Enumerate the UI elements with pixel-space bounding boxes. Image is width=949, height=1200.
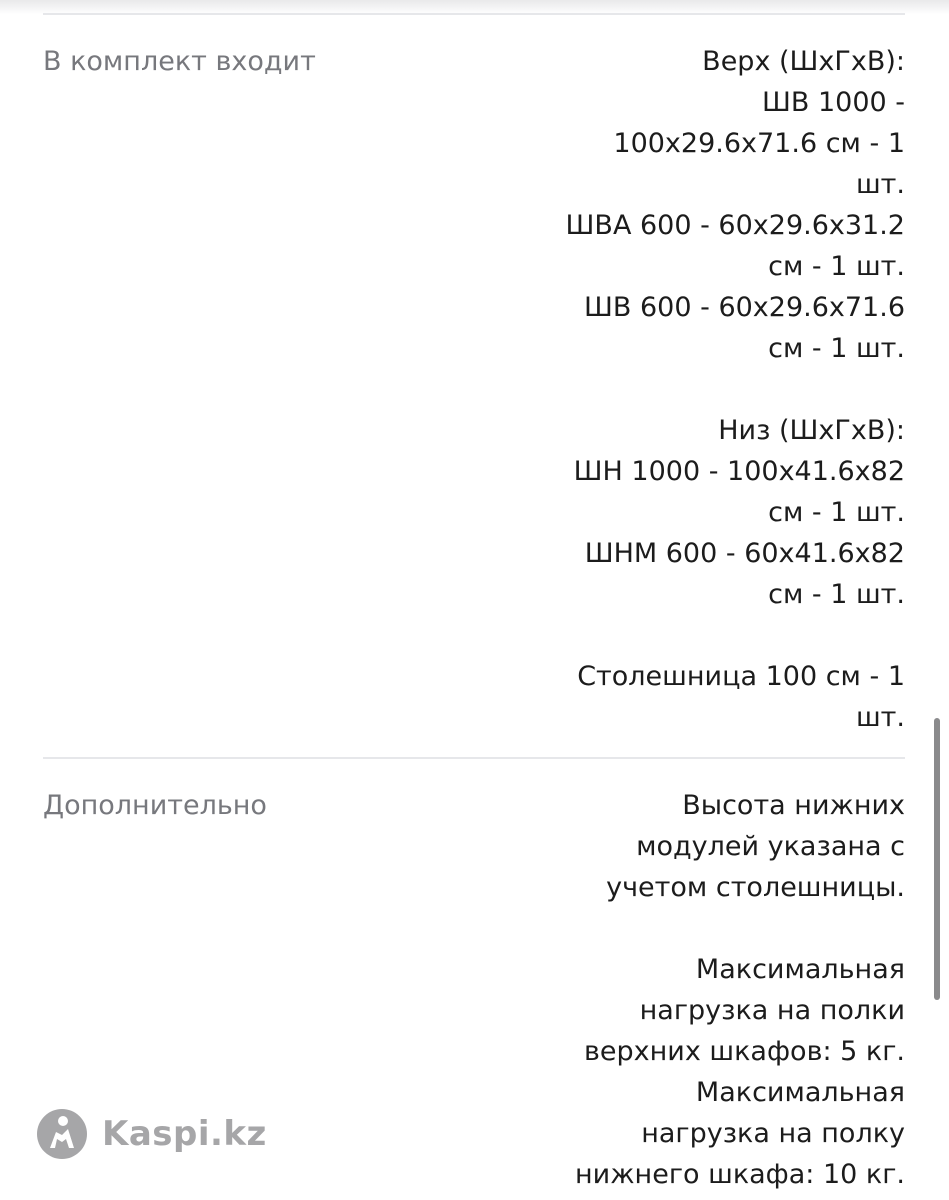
top-shadow [0, 0, 949, 14]
value-line: ШВ 1000 - [761, 87, 905, 118]
value-line: Высота нижних [682, 790, 905, 821]
spec-value-kit [505, 41, 905, 738]
value-line: шт. [855, 169, 905, 200]
value-line: нагрузка на полку [641, 1118, 905, 1149]
value-line: 100x29.6x71.6 см - 1 [613, 128, 905, 159]
value-line: см - 1 шт. [768, 579, 905, 610]
value-line: см - 1 шт. [768, 333, 905, 364]
value-gap [505, 908, 905, 949]
value-line: см - 1 шт. [768, 251, 905, 282]
kaspi-watermark [36, 1108, 267, 1160]
value-line: нагрузка на полки [639, 995, 905, 1026]
value-gap [505, 615, 905, 656]
value-line: Низ (ШхГхВ): [718, 415, 905, 446]
scrollbar-thumb[interactable] [934, 718, 940, 1000]
value-line: Максимальная [695, 954, 905, 985]
value-gap [505, 369, 905, 410]
value-line: учетом столешницы. [606, 872, 905, 903]
value-line: модулей указана с [636, 831, 905, 862]
value-line: верхних шкафов: 5 кг. [584, 1036, 905, 1067]
value-line: Максимальная [695, 1077, 905, 1108]
value-line: см - 1 шт. [768, 497, 905, 528]
value-line: нижнего шкафа: 10 кг. [575, 1159, 905, 1190]
kaspi-logo-icon [36, 1108, 88, 1160]
watermark-text: Kaspi.kz [102, 1114, 267, 1154]
spec-label-kit: В комплект входит [43, 46, 316, 77]
divider [43, 13, 905, 15]
value-line: шт. [855, 702, 905, 733]
spec-label-additional: Дополнительно [43, 790, 267, 821]
divider [43, 757, 905, 759]
spec-value-additional [505, 785, 905, 1195]
value-line: ШВА 600 - 60x29.6x31.2 [565, 210, 905, 241]
value-line: ШН 1000 - 100x41.6x82 [573, 456, 905, 487]
value-line: ШНМ 600 - 60x41.6x82 [584, 538, 905, 569]
value-line: ШВ 600 - 60x29.6x71.6 [584, 292, 905, 323]
value-line: Верх (ШхГхВ): [702, 46, 905, 77]
value-line: Столешница 100 см - 1 [577, 661, 905, 692]
